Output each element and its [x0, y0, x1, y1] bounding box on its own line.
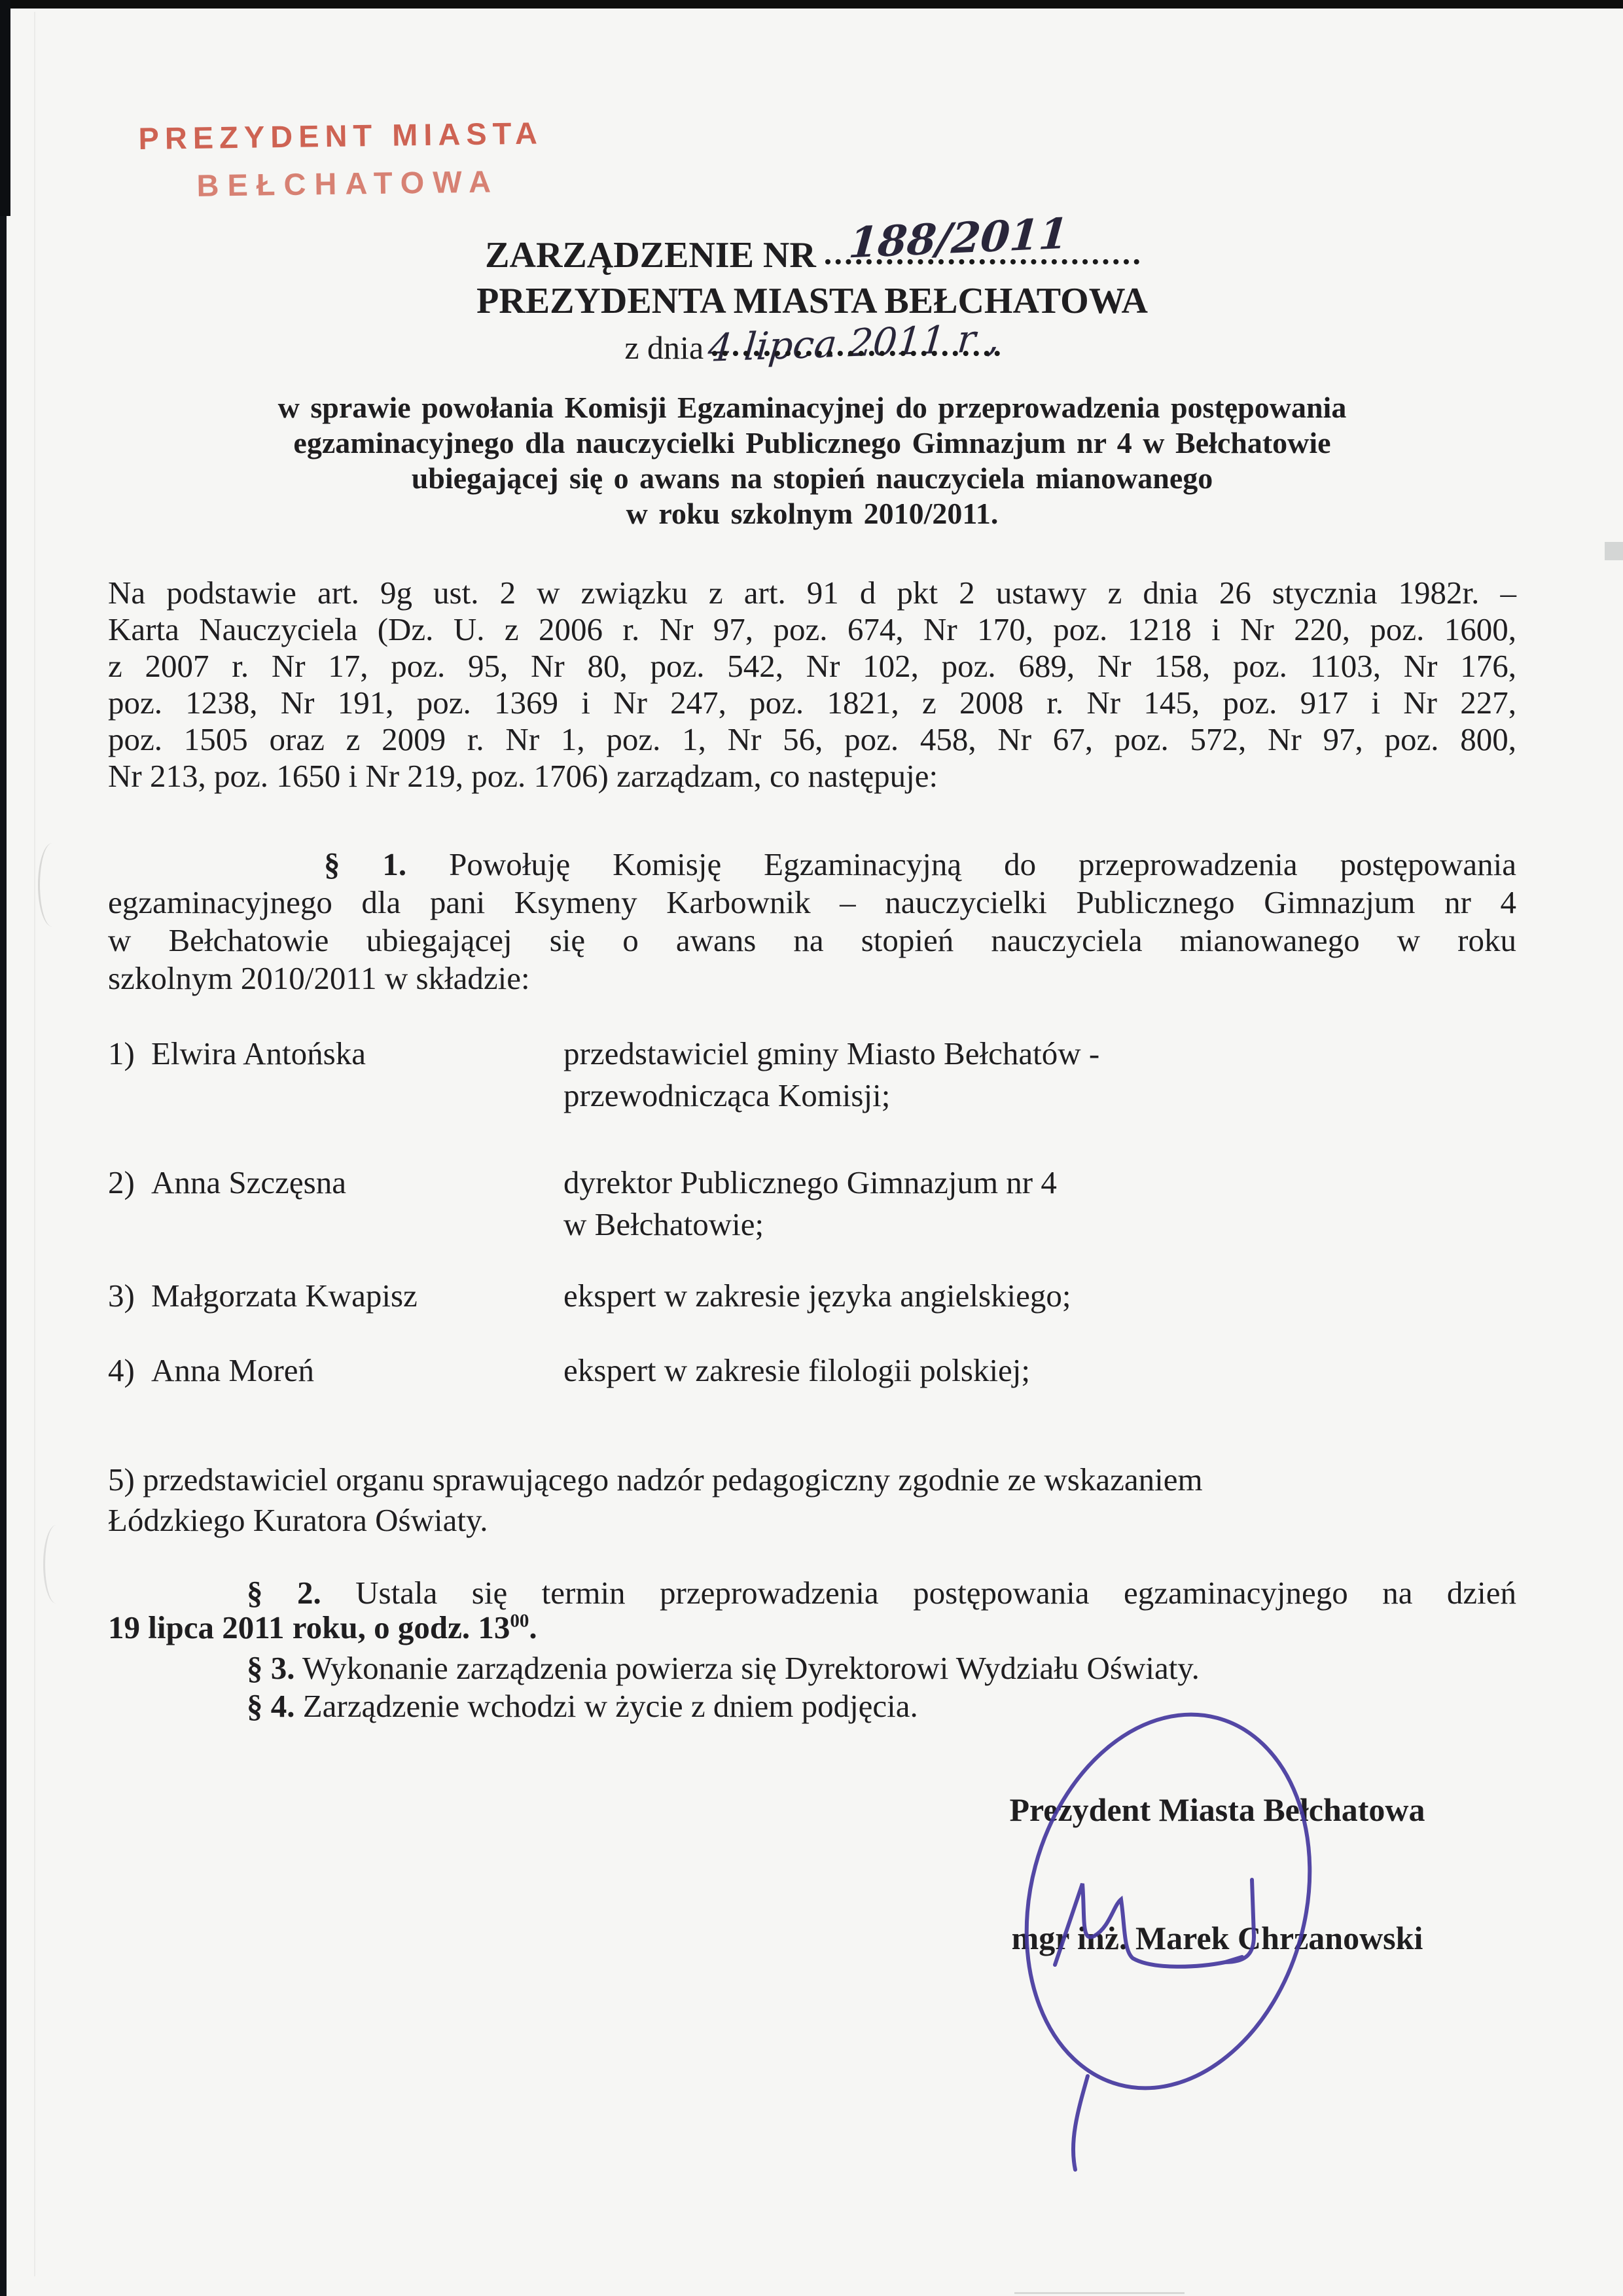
scan-top-edge	[0, 0, 1623, 9]
subject-line: ubiegającej się o awans na stopień nauczyciela mianowanego	[411, 461, 1213, 495]
stamp-line2: BEŁCHATOWA	[196, 164, 500, 203]
role-line: ekspert w zakresie filologii polskiej;	[563, 1352, 1031, 1388]
paragraph-3	[108, 1649, 1516, 1687]
paragraph-3-label: § 3.	[247, 1650, 295, 1686]
issuer-line: PREZYDENTA MIASTA BEŁCHATOWA	[476, 281, 1148, 321]
scan-page-edge-shadow	[34, 12, 35, 2276]
date-dotted-line	[705, 315, 1002, 370]
role-line: dyrektor Publicznego Gimnazjum nr 4	[563, 1164, 1057, 1200]
ordinance-number-dotted-line	[825, 209, 1139, 268]
committee-row	[108, 1275, 1516, 1317]
paragraph-1-text: Powołuję Komisję Egzaminacyjną do przeprowadzenia postępowania	[449, 846, 1517, 882]
paragraph-4-label: § 4.	[247, 1688, 295, 1724]
committee-row	[108, 1033, 1516, 1117]
date-label: z dnia	[624, 329, 704, 366]
signatory-title: Prezydent Miasta Bełchatowa	[1009, 1791, 1425, 1828]
committee-row-number: 3)	[108, 1278, 135, 1314]
role-line: przedstawiciel gminy Miasto Bełchatów -	[563, 1035, 1100, 1071]
legal-basis-line: poz. 1238, Nr 191, poz. 1369 i Nr 247, poz. 1821, z 2008 r. Nr 145, poz. 917 i Nr 227,	[108, 685, 1516, 721]
scan-artifact-arc	[43, 1525, 69, 1604]
legal-basis-line: poz. 1505 oraz z 2009 r. Nr 1, poz. 1, Nr 56, poz. 458, Nr 67, poz. 572, Nr 97, poz. 800,	[108, 721, 1516, 757]
committee-member-name: Elwira Antońska	[151, 1035, 366, 1071]
paragraph-1	[108, 846, 1516, 997]
legal-basis-paragraph	[108, 575, 1516, 795]
committee-item-5	[108, 1460, 1516, 1541]
paragraph-2-text: Ustala się termin przeprowadzenia postępowania egzaminacyjnego na dzień	[355, 1575, 1517, 1611]
scan-left-edge-top	[0, 0, 10, 216]
subject-line: w roku szkolnym 2010/2011.	[626, 497, 999, 530]
legal-basis-line: Na podstawie art. 9g ust. 2 w związku z art. 91 d pkt 2 ustawy z dnia 26 stycznia 1982r. –	[108, 575, 1516, 611]
committee-member-role	[563, 1033, 1099, 1117]
paragraph-3-text: Wykonanie zarządzenia powierza się Dyrektorowi Wydziału Oświaty.	[302, 1650, 1200, 1686]
role-line: przewodnicząca Komisji;	[563, 1077, 891, 1113]
subject-block	[108, 390, 1516, 531]
paragraph-4	[108, 1687, 1516, 1725]
committee-member-role	[563, 1275, 1071, 1317]
paragraph-1-line: szkolnym 2010/2011 w składzie:	[108, 960, 530, 996]
paragraph-4-text: Zarządzenie wchodzi w życie z dniem podjęcia.	[302, 1688, 918, 1724]
paragraph-1-label: § 1.	[324, 846, 407, 882]
committee-row-number: 1)	[108, 1035, 135, 1071]
paragraph-2-line1	[108, 1574, 1516, 1611]
committee-row-number: 4)	[108, 1352, 135, 1388]
exam-date-period: .	[529, 1609, 537, 1645]
date-handwritten: 4 lipca 2011 r ,	[705, 315, 1002, 370]
committee-row	[108, 1162, 1516, 1246]
subject-line: egzaminacyjnego dla nauczycielki Publicznego Gimnazjum nr 4 w Bełchatowie	[293, 426, 1331, 459]
stamp-line1: PREZYDENT MIASTA	[138, 115, 544, 156]
committee-item-5-line: Łódzkiego Kuratora Oświaty.	[108, 1502, 488, 1538]
paragraph-1-line	[108, 846, 1516, 884]
paragraph-2-label: § 2.	[247, 1575, 321, 1611]
mayor-office-stamp	[138, 115, 544, 204]
committee-member-role	[563, 1162, 1057, 1246]
committee-member-name: Anna Szczęsna	[151, 1164, 346, 1200]
ordinance-number-line	[108, 209, 1516, 280]
scan-left-edge	[0, 0, 7, 2296]
scan-artifact-mark	[1605, 542, 1623, 560]
exam-date-bold: 19 lipca 2011 roku, o godz. 13	[108, 1609, 510, 1645]
committee-row-number: 2)	[108, 1164, 135, 1200]
exam-time-superscript: 00	[510, 1610, 529, 1632]
ordinance-number-handwritten: 188/2011	[847, 209, 1070, 268]
paragraph-2-line2	[108, 1609, 1516, 1646]
signatory-name: mgr inż. Marek Chrzanowski	[1011, 1920, 1423, 1956]
scan-artifact-arc	[38, 843, 67, 927]
ordinance-title-block	[108, 209, 1516, 374]
legal-basis-line: z 2007 r. Nr 17, poz. 95, Nr 80, poz. 542, Nr 102, poz. 689, Nr 158, poz. 1103, Nr 176,	[108, 648, 1516, 684]
paragraph-1-line: w Bełchatowie ubiegającej się o awans na stopień nauczyciela mianowanego w roku	[108, 922, 1516, 958]
subject-line: w sprawie powołania Komisji Egzaminacyjnej do przeprowadzenia postępowania	[277, 391, 1347, 424]
committee-row	[108, 1350, 1516, 1391]
paragraph-1-line: egzaminacyjnego dla pani Ksymeny Karbownik – nauczycielki Publicznego Gimnazjum nr 4	[108, 884, 1516, 920]
committee-member-name: Anna Moreń	[151, 1352, 315, 1388]
legal-basis-line: Nr 213, poz. 1650 i Nr 219, poz. 1706) zarządzam, co następuje:	[108, 758, 938, 794]
role-line: ekspert w zakresie języka angielskiego;	[563, 1278, 1071, 1314]
committee-member-name: Małgorzata Kwapisz	[151, 1278, 418, 1314]
ordinance-number-label: ZARZĄDZENIE NR	[485, 235, 816, 276]
committee-item-5-line: 5) przedstawiciel organu sprawującego nadzór pedagogiczny zgodnie ze wskazaniem	[108, 1462, 1203, 1498]
scan-artifact-mark	[1014, 2292, 1185, 2294]
legal-basis-line: Karta Nauczyciela (Dz. U. z 2006 r. Nr 97, poz. 674, Nr 170, poz. 1218 i Nr 220, poz. 1600,	[108, 611, 1516, 647]
committee-member-role	[563, 1350, 1030, 1391]
date-line	[108, 315, 1516, 374]
role-line: w Bełchatowie;	[563, 1206, 764, 1242]
